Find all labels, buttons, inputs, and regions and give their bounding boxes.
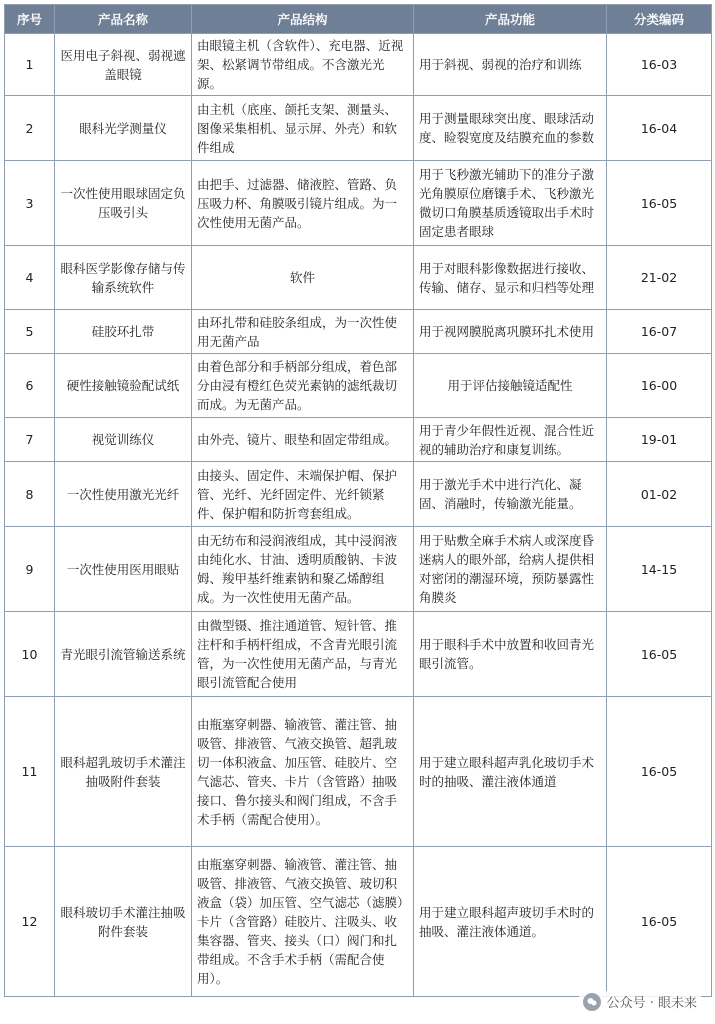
category-code: 21-02 [607, 246, 712, 310]
product-structure: 由眼镜主机（含软件）、充电器、近视架、松紧调节带组成。不含激光光源。 [192, 34, 414, 96]
category-code: 19-01 [607, 418, 712, 462]
table-row [5, 462, 712, 527]
watermark [579, 991, 701, 1012]
table-row [5, 161, 712, 246]
product-name: 硅胶环扎带 [55, 310, 192, 354]
product-function: 用于斜视、弱视的治疗和训练 [414, 34, 607, 96]
product-function: 用于测量眼球突出度、眼球活动度、睑裂宽度及结膜充血的参数 [414, 96, 607, 161]
product-structure: 由无纺布和浸润液组成，其中浸润液由纯化水、甘油、透明质酸钠、卡波姆、羧甲基纤维素钠和聚乙烯醇组成。为一次性使用无菌产品。 [192, 527, 414, 612]
product-structure: 由瓶塞穿刺器、输液管、灌注管、抽吸管、排液管、气液交换管、超乳玻切一体积液盒、加压管、硅胶片、空气滤芯、管夹、卡片（含管路）抽吸接口、鲁尔接头和阀门组成，不含手术手柄（需配合使用）。 [192, 697, 414, 847]
table-row [5, 96, 712, 161]
product-structure: 由微型镊、推注通道管、短针管、推注杆和手柄杆组成，不含青光眼引流管，为一次性使用无菌产品，与青光眼引流管配合使用 [192, 612, 414, 697]
table-row [5, 527, 712, 612]
header-no: 序号 [5, 5, 55, 34]
product-name: 视觉训练仪 [55, 418, 192, 462]
category-code: 16-07 [607, 310, 712, 354]
table-row [5, 418, 712, 462]
product-function: 用于贴敷全麻手术病人或深度昏迷病人的眼外部，给病人提供相对密闭的潮湿环境，预防暴露性角膜炎 [414, 527, 607, 612]
category-code: 16-00 [607, 354, 712, 418]
table-row [5, 697, 712, 847]
product-name: 眼科光学测量仪 [55, 96, 192, 161]
product-structure: 软件 [192, 246, 414, 310]
watermark-text: 公众号 · 眼未来 [606, 996, 697, 1011]
row-number: 4 [5, 246, 55, 310]
category-code: 16-05 [607, 612, 712, 697]
product-name: 硬性接触镜验配试纸 [55, 354, 192, 418]
product-name: 眼科玻切手术灌注抽吸附件套装 [55, 847, 192, 997]
category-code: 16-04 [607, 96, 712, 161]
product-name: 青光眼引流管输送系统 [55, 612, 192, 697]
row-number: 11 [5, 697, 55, 847]
row-number: 2 [5, 96, 55, 161]
product-name: 一次性使用眼球固定负压吸引头 [55, 161, 192, 246]
category-code: 14-15 [607, 527, 712, 612]
category-code: 16-05 [607, 697, 712, 847]
table-row [5, 34, 712, 96]
table-row [5, 847, 712, 997]
product-structure: 由着色部分和手柄部分组成，着色部分由浸有橙红色荧光素钠的滤纸裁切而成。为无菌产品。 [192, 354, 414, 418]
row-number: 8 [5, 462, 55, 527]
product-name: 一次性使用医用眼贴 [55, 527, 192, 612]
table-body [5, 34, 712, 997]
product-table [4, 4, 712, 997]
product-function: 用于激光手术中进行汽化、凝固、消融时，传输激光能量。 [414, 462, 607, 527]
product-structure: 由瓶塞穿刺器、输液管、灌注管、抽吸管、排液管、气液交换管、玻切积液盒（袋）加压管、空气滤芯（滤膜）卡片（含管路）硅胶片、注吸头、收集容器、管夹、接头（口）阀门和扎带组成。不含手术手柄（需配合使用）。 [192, 847, 414, 997]
table-row [5, 246, 712, 310]
product-name: 眼科医学影像存储与传输系统软件 [55, 246, 192, 310]
category-code: 16-05 [607, 847, 712, 997]
header-structure: 产品结构 [192, 5, 414, 34]
product-structure: 由把手、过滤器、储液腔、管路、负压吸力杯、角膜吸引镜片组成。为一次性使用无菌产品。 [192, 161, 414, 246]
product-name: 一次性使用激光光纤 [55, 462, 192, 527]
product-function: 用于建立眼科超声玻切手术时的抽吸、灌注液体通道。 [414, 847, 607, 997]
product-structure: 由环扎带和硅胶条组成，为一次性使用无菌产品 [192, 310, 414, 354]
row-number: 1 [5, 34, 55, 96]
product-function: 用于眼科手术中放置和收回青光眼引流管。 [414, 612, 607, 697]
product-function: 用于对眼科影像数据进行接收、传输、储存、显示和归档等处理 [414, 246, 607, 310]
product-function: 用于视网膜脱离巩膜环扎术使用 [414, 310, 607, 354]
product-name: 眼科超乳玻切手术灌注抽吸附件套装 [55, 697, 192, 847]
row-number: 10 [5, 612, 55, 697]
table-row [5, 310, 712, 354]
header-name: 产品名称 [55, 5, 192, 34]
product-structure: 由接头、固定件、末端保护帽、保护管、光纤、光纤固定件、光纤锁紧件、保护帽和防折弯套组成。 [192, 462, 414, 527]
product-structure: 由主机（底座、颌托支架、测量头、图像采集相机、显示屏、外壳）和软件组成 [192, 96, 414, 161]
row-number: 5 [5, 310, 55, 354]
wechat-icon [583, 993, 601, 1011]
row-number: 3 [5, 161, 55, 246]
table-row [5, 612, 712, 697]
product-function: 用于评估接触镜适配性 [414, 354, 607, 418]
category-code: 01-02 [607, 462, 712, 527]
row-number: 7 [5, 418, 55, 462]
category-code: 16-03 [607, 34, 712, 96]
category-code: 16-05 [607, 161, 712, 246]
table-row [5, 354, 712, 418]
row-number: 9 [5, 527, 55, 612]
header-function: 产品功能 [414, 5, 607, 34]
row-number: 12 [5, 847, 55, 997]
product-function: 用于飞秒激光辅助下的准分子激光角膜原位磨镶手术、飞秒激光微切口角膜基质透镜取出手术时固定患者眼球 [414, 161, 607, 246]
row-number: 6 [5, 354, 55, 418]
product-function: 用于建立眼科超声乳化玻切手术时的抽吸、灌注液体通道 [414, 697, 607, 847]
product-structure: 由外壳、镜片、眼垫和固定带组成。 [192, 418, 414, 462]
product-name: 医用电子斜视、弱视遮盖眼镜 [55, 34, 192, 96]
product-function: 用于青少年假性近视、混合性近视的辅助治疗和康复训练。 [414, 418, 607, 462]
header-row [5, 5, 712, 34]
header-code: 分类编码 [607, 5, 712, 34]
